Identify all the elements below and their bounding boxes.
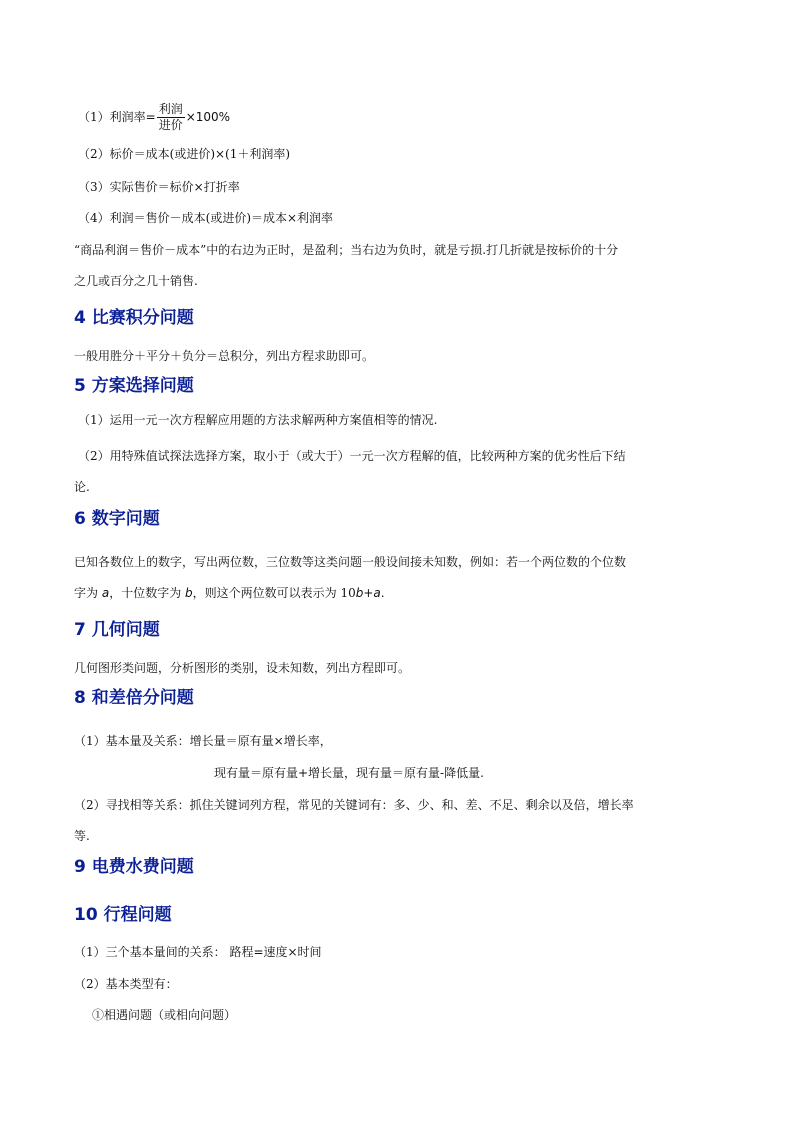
section-10-p3: ①相遇问题（或相向问题） [92, 1008, 237, 1022]
section-10-heading: 10 行程问题 [74, 905, 172, 925]
section-8-p2-line1: （2）寻找相等关系：抓住关键词列方程，常见的关键词有：多、少、和、差、不足、剩余以及倍，增长率 [74, 798, 634, 812]
section-10-p2: （2）基本类型有： [74, 977, 178, 991]
section-6-line1: 已知各数位上的数字，写出两位数，三位数等这类问题一般设间接未知数，例如：若一个两位数的个位数 [74, 555, 627, 569]
profit-note-line2: 之几或百分之几十销售. [74, 274, 198, 288]
formula-profit-rate-prefix: （1）利润率= [78, 110, 156, 124]
formula-profit-rate-suffix: ×100% [185, 110, 231, 124]
section-6-text-c: ，则这个两位数可以表示为 10 [192, 586, 356, 600]
fraction-denominator: 进价 [158, 118, 183, 132]
formula-profit: （4）利润＝售价－成本(或进价)＝成本×利润率 [78, 211, 334, 225]
section-4-body: 一般用胜分＋平分＋负分＝总积分，列出方程求助即可。 [74, 349, 375, 363]
formula-marked-price: （2）标价＝成本(或进价)×(1＋利润率) [78, 147, 291, 161]
fraction-numerator: 利润 [158, 102, 183, 116]
variable-a: a [101, 586, 110, 600]
section-5-p2-line1: （2）用特殊值试探法选择方案，取小于（或大于）一元一次方程解的值，比较两种方案的优劣性后下结 [78, 449, 626, 463]
section-8-heading: 8 和差倍分问题 [74, 688, 194, 708]
section-6-text-end: . [380, 586, 385, 600]
section-5-p2-line2: 论. [74, 480, 90, 494]
section-10-p1: （1）三个基本量间的关系： 路程=速度×时间 [74, 945, 322, 959]
section-8-p1-continued: 现有量＝原有量+增长量，现有量＝原有量-降低量. [214, 766, 484, 780]
section-5-p1: （1）运用一元一次方程解应用题的方法求解两种方案值相等的情况. [78, 413, 438, 427]
section-8-p2-line2: 等. [74, 829, 90, 843]
section-4-heading: 4 比赛积分问题 [74, 308, 194, 328]
formula-actual-price: （3）实际售价＝标价×打折率 [78, 180, 240, 194]
section-8-p1: （1）基本量及关系：增长量＝原有量×增长率， [74, 734, 332, 748]
section-6-text-a: 字为 [74, 586, 102, 600]
section-6-line2 [74, 585, 385, 601]
profit-rate-fraction [157, 102, 185, 133]
section-6-text-b: ，十位数字为 [109, 586, 186, 600]
section-6-heading: 6 数字问题 [74, 509, 160, 529]
variable-b: b [185, 586, 193, 600]
expression-b-plus-a: b+a [355, 586, 381, 600]
profit-note-line1: “商品利润＝售价－成本”中的右边为正时，是盈利；当右边为负时，就是亏损.打几折就是按标价的十分 [74, 243, 619, 257]
section-7-body: 几何图形类问题，分析图形的类别，设未知数，列出方程即可。 [74, 661, 411, 675]
section-9-heading: 9 电费水费问题 [74, 857, 194, 877]
section-5-heading: 5 方案选择问题 [74, 376, 194, 396]
formula-profit-rate [78, 102, 230, 133]
section-7-heading: 7 几何问题 [74, 620, 160, 640]
